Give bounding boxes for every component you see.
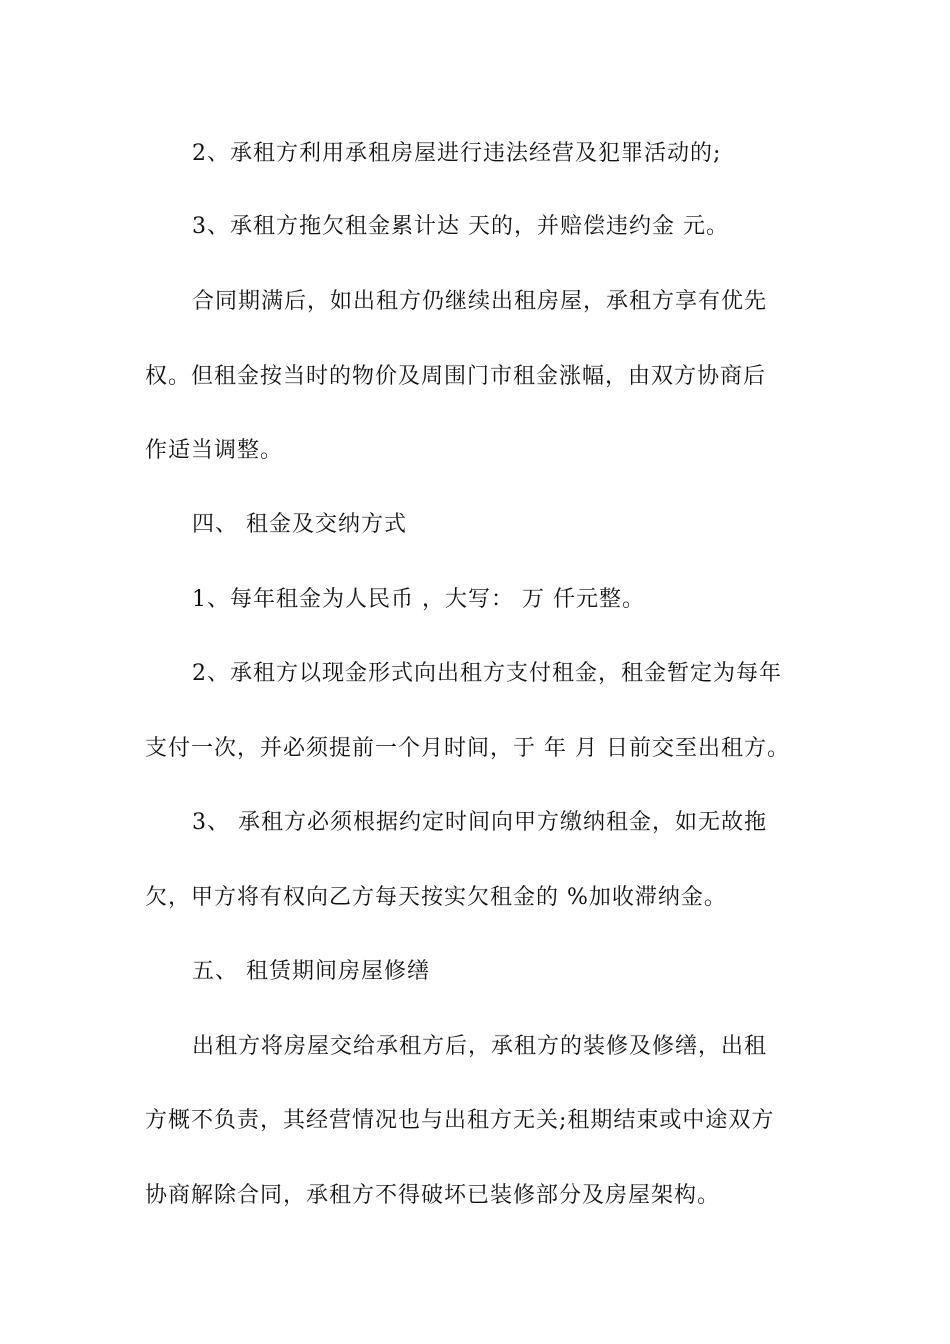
- section-4-clause-2-line-1: 2、承租方以现金形式向出租方支付租金，租金暂定为每年: [192, 661, 782, 686]
- section-4-clause-3-line-2: 欠，甲方将有权向乙方每天按实欠租金的 %加收滞纳金。: [145, 885, 727, 910]
- paragraph-renewal-line-2: 权。但租金按当时的物价及周围门市租金涨幅，由双方协商后: [145, 364, 767, 389]
- section-5-paragraph-line-1: 出租方将房屋交给承租方后，承租方的装修及修缮，出租: [192, 1034, 768, 1059]
- paragraph-renewal-line-3: 作适当调整。: [145, 438, 284, 463]
- section-5-paragraph-line-2: 方概不负责，其经营情况也与出租方无关;租期结束或中途双方: [145, 1108, 775, 1133]
- section-4-clause-3-line-1: 3、 承租方必须根据约定时间向甲方缴纳租金，如无故拖: [192, 810, 767, 835]
- section-4-clause-2-line-2: 支付一次，并必须提前一个月时间，于 年 月 日前交至出租方。: [145, 736, 790, 761]
- section-5-paragraph-line-3: 协商解除合同，承租方不得破坏已装修部分及房屋架构。: [145, 1183, 721, 1208]
- clause-2-text: 2、承租方利用承租房屋进行违法经营及犯罪活动的;: [192, 141, 722, 166]
- section-5-heading: 五、 租赁期间房屋修缮: [192, 959, 430, 984]
- section-4-clause-1: 1、每年租金为人民币 ，大写： 万 仟元整。: [192, 587, 645, 612]
- clause-3-text: 3、承租方拖欠租金累计达 天的，并赔偿违约金 元。: [192, 214, 729, 239]
- section-4-heading: 四、 租金及交纳方式: [192, 512, 407, 537]
- paragraph-renewal-line-1: 合同期满后，如出租方仍继续出租房屋，承租方享有优先: [192, 289, 768, 314]
